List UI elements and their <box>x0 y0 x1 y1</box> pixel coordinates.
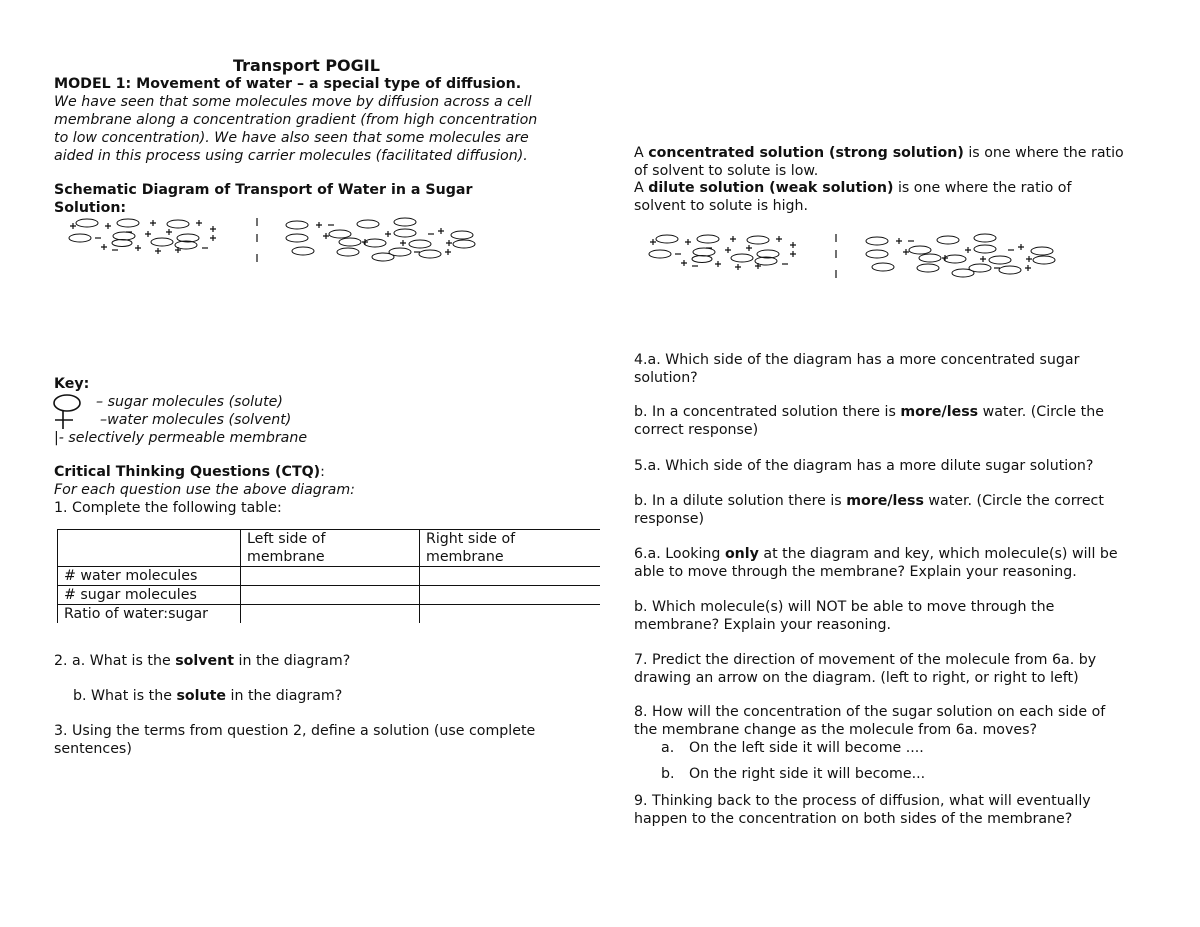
dilute-term: dilute solution (weak solution) <box>648 180 894 196</box>
model-heading: MODEL 1: Movement of water – a special type of diffusion. <box>54 76 522 92</box>
q4a-line: solution? <box>634 370 698 386</box>
table-corner-cell <box>58 530 241 567</box>
answer-cell-right[interactable] <box>420 567 601 586</box>
question-2a <box>54 652 350 670</box>
table-row <box>58 567 601 586</box>
sugar-molecule-icon <box>54 395 80 411</box>
question-1: 1. Complete the following table: <box>54 500 282 516</box>
page-title: Transport POGIL <box>233 56 380 75</box>
question-4b <box>634 403 1104 439</box>
ratio-table <box>57 529 600 623</box>
q5b-text-end: water. (Circle the correct <box>923 493 1104 509</box>
q7-line: drawing an arrow on the diagram. (left to right, or right to left) <box>634 670 1079 686</box>
q6a-text: 6.a. Looking <box>634 546 725 562</box>
list-marker: a. <box>661 740 675 756</box>
question-6b <box>634 598 1054 634</box>
dilute-pre: A <box>634 180 649 196</box>
question-3 <box>54 722 535 758</box>
diagram-heading-line: Schematic Diagram of Transport of Water in a Sugar <box>54 182 473 198</box>
question-7 <box>634 651 1096 687</box>
q8-line: the membrane change as the molecule from 6a. moves? <box>634 722 1037 738</box>
ctq-heading <box>54 463 325 481</box>
question-8-parts <box>661 739 925 783</box>
q2a-text: 2. a. What is the <box>54 653 176 669</box>
ctq-heading-colon: : <box>320 464 325 480</box>
list-item <box>661 739 925 757</box>
model-intro <box>54 93 537 165</box>
dilute-definition <box>634 179 1071 215</box>
key-water: –water molecules (solvent) <box>100 412 292 428</box>
water-molecules-left-side <box>70 220 216 254</box>
diagram-heading-line: Solution: <box>54 200 127 216</box>
question-5a: 5.a. Which side of the diagram has a more dilute sugar solution? <box>634 458 1094 474</box>
key-label: Key: <box>54 376 90 392</box>
header-right-line-2: membrane <box>426 549 504 565</box>
intro-line: aided in this process using carrier molecules (facilitated diffusion). <box>54 148 528 164</box>
q5b-choice[interactable]: more/less <box>846 493 924 509</box>
question-4a <box>634 351 1079 387</box>
q7-line: 7. Predict the direction of movement of the molecule from 6a. by <box>634 652 1097 668</box>
concentrated-definition <box>634 144 1124 180</box>
q4b-line-2: correct response) <box>634 422 759 438</box>
answer-cell-left[interactable] <box>241 605 420 624</box>
q6a-bold: only <box>724 546 759 562</box>
intro-line: to low concentration). We have also seen that some molecules are <box>54 130 529 146</box>
answer-cell-left[interactable] <box>241 567 420 586</box>
row-label: Ratio of water:sugar <box>58 605 241 624</box>
dilute-line-2: solvent to solute is high. <box>634 198 809 214</box>
q2a-text-end: in the diagram? <box>234 653 351 669</box>
sugar-molecules-right-side <box>286 218 475 261</box>
answer-cell-right[interactable] <box>420 605 601 624</box>
q9-line: happen to the concentration on both sides of the membrane? <box>634 811 1073 827</box>
q2a-bold: solvent <box>175 653 234 669</box>
q5b-line-2: response) <box>634 511 704 527</box>
q3-line: 3. Using the terms from question 2, define a solution (use complete <box>54 723 536 739</box>
header-right-line-1: Right side of <box>426 531 516 547</box>
list-item <box>661 765 925 783</box>
conc-pre: A <box>634 145 649 161</box>
conc-post: is one where the ratio <box>963 145 1124 161</box>
water-molecules-left-side <box>650 236 796 270</box>
q4a-line: 4.a. Which side of the diagram has a more concentrated sugar <box>634 352 1080 368</box>
q4b-text: b. In a concentrated solution there is <box>634 404 901 420</box>
ctq-heading-bold: Critical Thinking Questions (CTQ) <box>54 464 321 480</box>
water-molecule-icon <box>55 411 73 429</box>
intro-line: membrane along a concentration gradient (from high concentration <box>54 112 538 128</box>
q3-line: sentences) <box>54 741 132 757</box>
schematic-diagram-right <box>640 230 1070 290</box>
key-sugar: – sugar molecules (solute) <box>96 394 283 410</box>
q2b-text-end: in the diagram? <box>226 688 343 704</box>
q8a-text: On the left side it will become .... <box>689 740 924 756</box>
answer-cell-right[interactable] <box>420 586 601 605</box>
q5b-text: b. In a dilute solution there is <box>634 493 847 509</box>
q2b-text: b. What is the <box>73 688 177 704</box>
q2b-bold: solute <box>176 688 227 704</box>
conc-term: concentrated solution (strong solution) <box>648 145 964 161</box>
intro-line: We have seen that some molecules move by diffusion across a cell <box>54 94 532 110</box>
q8-line: 8. How will the concentration of the sugar solution on each side of <box>634 704 1106 720</box>
answer-cell-left[interactable] <box>241 586 420 605</box>
header-left-line-2: membrane <box>247 549 325 565</box>
question-2b <box>73 687 342 705</box>
q9-line: 9. Thinking back to the process of diffusion, what will eventually <box>634 793 1091 809</box>
row-label: # water molecules <box>58 567 241 586</box>
sugar-molecules-left-side <box>69 219 199 249</box>
dilute-post: is one where the ratio of <box>893 180 1072 196</box>
q8b-text: On the right side it will become... <box>689 766 926 782</box>
sugar-molecules-left-side <box>649 235 779 265</box>
header-right-side <box>420 530 601 567</box>
question-9 <box>634 792 1091 828</box>
schematic-diagram-left <box>60 214 490 274</box>
q4b-choice[interactable]: more/less <box>900 404 979 420</box>
question-5b <box>634 492 1104 528</box>
table-row <box>58 605 601 624</box>
key-membrane: |- selectively permeable membrane <box>54 430 308 446</box>
table-row <box>58 586 601 605</box>
header-left-line-1: Left side of <box>247 531 326 547</box>
header-left-side <box>241 530 420 567</box>
list-marker: b. <box>661 766 675 782</box>
question-8 <box>634 703 1105 739</box>
q6b-line: membrane? Explain your reasoning. <box>634 617 891 633</box>
ctq-instruction: For each question use the above diagram: <box>54 482 355 498</box>
diagram-heading <box>54 181 472 217</box>
q6b-line: b. Which molecule(s) will NOT be able to move through the <box>634 599 1055 615</box>
conc-line-2: of solvent to solute is low. <box>634 163 819 179</box>
sugar-molecules-right-side <box>866 234 1055 277</box>
q6a-line-2: able to move through the membrane? Explain your reasoning. <box>634 564 1077 580</box>
row-label: # sugar molecules <box>58 586 241 605</box>
q6a-text-end: at the diagram and key, which molecule(s) will be <box>758 546 1118 562</box>
q4b-text-end: water. (Circle the <box>978 404 1104 420</box>
question-6a <box>634 545 1118 581</box>
